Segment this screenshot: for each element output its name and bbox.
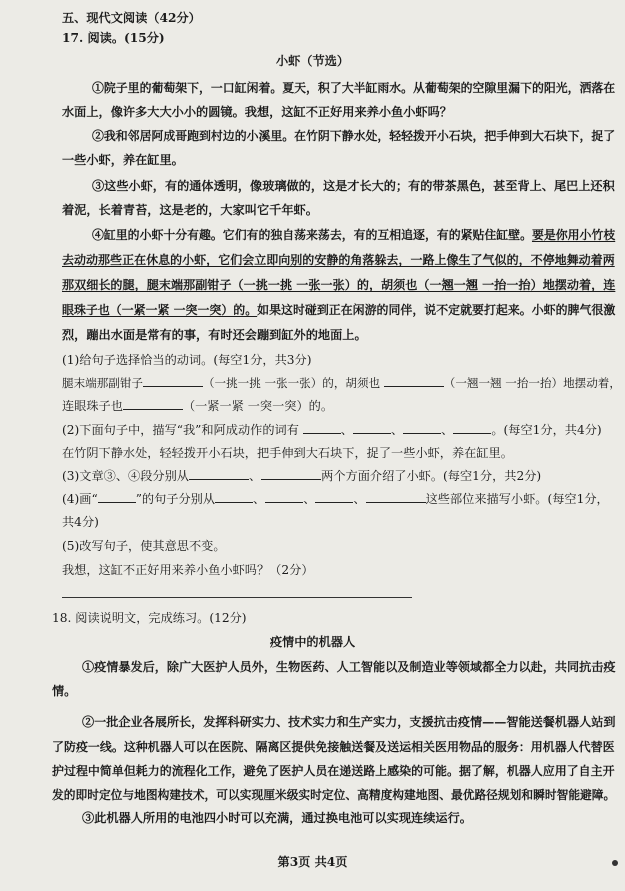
answer-blank[interactable] <box>403 421 441 434</box>
article-paragraph-2-line-2: 了防疫一线。这种机器人可以在医院、隔离区提供免接触送餐及送运相关医用物品的服务：用机器人代替医 <box>52 740 615 754</box>
sub-question-5-sentence: 我想，这缸不正好用来养小鱼小虾吗？（2分） <box>62 563 314 577</box>
paragraph-3-line-1: ③这些小虾，有的通体透明，像玻璃做的，这是才长大的；有的带茶黑色，甚至背上、尾巴上还积 <box>92 179 615 193</box>
paragraph-4-line-5: 烈，蹦出水面是常有的事，有时还会蹦到缸外的地面上。 <box>62 328 367 342</box>
story-title: 小虾（节选） <box>275 54 350 68</box>
answer-blank[interactable] <box>384 374 444 387</box>
answer-blank[interactable] <box>353 421 391 434</box>
sub-question-1-title: (1)给句子选择恰当的动词。(每空1分，共3分) <box>62 353 312 367</box>
question-17-header: 17. 阅读。(15分) <box>62 31 165 45</box>
binding-hole-mark <box>612 860 618 866</box>
question-text: (4)画“ <box>62 492 98 506</box>
paragraph-1-line-1: ①院子里的葡萄架下，一口缸闲着。夏天，积了大半缸雨水。从葡萄架的空隙里漏下的阳光，洒落在 <box>92 81 616 95</box>
answer-blank[interactable] <box>303 421 341 434</box>
answer-blank[interactable] <box>453 421 491 434</box>
question-text: ”的句子分别从 <box>135 492 216 506</box>
article-paragraph-2-line-3: 护过程中简单但耗力的流程化工作，避免了医护人员在递送路上感染的可能。据了解，机器人应用了自主开 <box>52 764 615 778</box>
paragraph-4-text: 如果这时碰到正在闲游的同伴，说不定就要打起来。小虾的脾气很激 <box>257 303 616 317</box>
question-text: 这些部位来描写小虾。(每空1分， <box>425 492 609 506</box>
question-text: （一翘一翘 一抬一抬）地摆动着， <box>443 376 621 390</box>
answer-blank[interactable] <box>123 397 183 410</box>
page-footer: 第3页 共4页 <box>277 855 348 869</box>
question-text: （一挑一挑 一张一张）的，胡须也 <box>202 376 381 390</box>
question-text: 连眼珠子也 <box>62 399 123 413</box>
question-text: （一紧一紧 一突一突）的。 <box>182 399 334 413</box>
question-text: 。(每空1分，共4分) <box>491 423 602 437</box>
article-paragraph-1-line-2: 情。 <box>52 684 77 698</box>
section-title: 五、现代文阅读（42分） <box>62 11 201 25</box>
article-paragraph-3-line-1: ③此机器人所用的电池四小时可以充满，通过换电池可以实现连续运行。 <box>82 811 472 825</box>
answer-blank[interactable] <box>189 467 249 480</box>
paragraph-2-line-1: ②我和邻居阿成哥跑到村边的小溪里。在竹阴下静水处，轻轻拨开小石块，把手伸到大石块下，捉了 <box>92 129 616 143</box>
paragraph-4-line-2: 去动动那些正在休息的小虾，它们会立即向别的安静的角落躲去，一路上像生了气似的，不停地舞动着两 <box>62 253 615 267</box>
underlined-sentence: 眼珠子也（一紧一紧 一突一突）的。 <box>62 303 258 317</box>
underline-sample <box>98 490 136 503</box>
paragraph-1-line-2: 水面上，像许多大大小小的圆镜。我想，这缸不正好用来养小鱼小虾吗？ <box>62 105 452 119</box>
article-paragraph-1-line-1: ①疫情暴发后，除广大医护人员外，生物医药、人工智能以及制造业等领域都全力以赴，共同抗击疫 <box>82 660 616 674</box>
sub-question-1-line-1 <box>62 374 621 392</box>
question-text: (2)下面句子中，描写“我”和阿成动作的词有 <box>62 423 299 437</box>
paragraph-2-line-2: 一些小虾，养在缸里。 <box>62 153 184 167</box>
article-paragraph-2-line-4: 发的即时定位与地图构建技术，可以实现厘米级实时定位、高精度构建地图、最优路径规划和瞬时智能避障。 <box>52 788 616 802</box>
paragraph-4-line-3: 那双细长的腿，腿末端那副钳子（一挑一挑 一张一张）的，胡须也（一翘一翘 一抬一抬）地摆动着，连 <box>62 278 616 292</box>
sub-question-2-sentence: 在竹阴下静水处，轻轻拨开小石块，把手伸到大石块下，捉了一些小虾，养在缸里。 <box>62 446 513 460</box>
question-text: 腿末端那副钳子 <box>62 376 143 390</box>
article-paragraph-2-line-1: ②一批企业各展所长，发挥科研实力、技术实力和生产实力，支援抗击疫情——智能送餐机器人站到 <box>82 715 616 729</box>
sub-question-4-line-1: (4)画“ ”的句子分别从 、 、 、 这些部位来描写小虾。(每空1分， <box>62 492 609 506</box>
sub-question-1-line-2 <box>62 397 333 415</box>
answer-blank[interactable] <box>261 467 321 480</box>
sub-question-5-title: (5)改写句子，使其意思不变。 <box>62 539 226 553</box>
underlined-sentence: 要是你用小竹枝 <box>531 228 616 242</box>
answer-blank[interactable] <box>143 374 203 387</box>
paragraph-4-line-4 <box>62 301 615 319</box>
answer-line[interactable] <box>62 597 412 598</box>
paragraph-4-line-1 <box>92 226 615 244</box>
answer-blank[interactable] <box>265 490 303 503</box>
sub-question-2-line-1: (2)下面句子中，描写“我”和阿成动作的词有 、 、 、 。(每空1分，共4分) <box>62 423 602 437</box>
paragraph-3-line-2: 着泥，长着青苔，这是老的，大家叫它千年虾。 <box>62 203 318 217</box>
answer-blank[interactable] <box>215 490 253 503</box>
sub-question-4-line-2: 共4分) <box>62 515 99 529</box>
sub-question-3: (3)文章③、④段分别从 、 两个方面介绍了小虾。(每空1分，共2分) <box>62 469 542 483</box>
answer-blank[interactable] <box>315 490 353 503</box>
paragraph-4-text: ④缸里的小虾十分有趣。它们有的独自荡来荡去，有的互相追逐，有的紧贴住缸壁。 <box>92 228 532 242</box>
article-title: 疫情中的机器人 <box>269 635 356 649</box>
answer-blank[interactable] <box>366 490 426 503</box>
question-18-header: 18. 阅读说明文，完成练习。(12分) <box>52 611 247 625</box>
question-text: 两个方面介绍了小虾。(每空1分，共2分) <box>321 469 542 483</box>
question-text: (3)文章③、④段分别从 <box>62 469 189 483</box>
